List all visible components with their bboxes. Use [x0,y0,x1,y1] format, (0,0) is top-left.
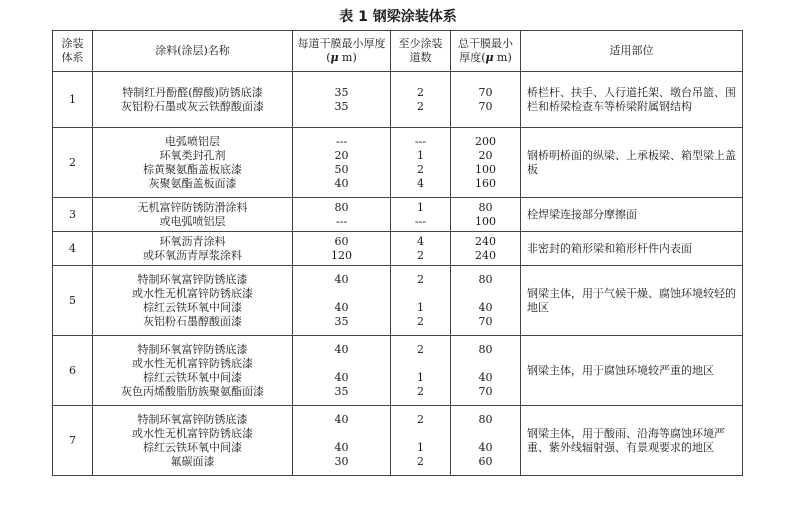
cell-coats [391,266,451,336]
header-system: 涂装体系 [53,31,93,72]
application-text: 非密封的箱形梁和箱形杆件内表面 [527,241,692,255]
cell-coats-line: --- [414,214,427,228]
cell-dft [293,336,391,406]
cell-coating-line: 氟碳面漆 [170,454,215,468]
cell-coating [93,336,293,406]
cell-system: 7 [53,406,93,476]
cell-dft-line: 40 [334,342,349,356]
cell-coats-line: 2 [417,384,424,398]
cell-coats-line: 2 [417,272,424,286]
cell-coats-line: 2 [417,99,424,113]
application-text: 钢梁主体，用于腐蚀环境较严重的地区 [527,363,714,377]
cell-total-line: 200 [475,134,496,148]
cell-coating-line: 灰色丙烯酸脂肪族聚氨酯面漆 [121,384,264,398]
cell-coating-line: 特制环氧富锌防锈底漆 [137,272,248,286]
table-row [53,232,743,266]
cell-dft-line [297,287,386,301]
cell-coats-line: 2 [417,85,424,99]
cell-coating-line: 或水性无机富锌防锈底漆 [132,356,253,370]
cell-total-line: 80 [478,412,493,426]
cell-dft-line: 120 [331,248,352,262]
cell-total-line: 40 [478,440,493,454]
table-row [53,128,743,198]
cell-dft-line: 40 [334,176,349,190]
cell-dft [293,232,391,266]
cell-coats-line: 2 [417,162,424,176]
application-text: 钢梁主体，用于气候干燥、腐蚀环境较轻的地区 [527,286,736,314]
header-dft: 每道干膜最小厚度(μ m) [293,31,391,72]
cell-coating-line: 或水性无机富锌防锈底漆 [132,426,253,440]
cell-dft [293,72,391,128]
cell-coating-line: 或水性无机富锌防锈底漆 [132,286,253,300]
cell-system: 3 [53,198,93,232]
cell-coats-line: 1 [417,370,424,384]
cell-dft-line: 35 [334,314,349,328]
cell-dft-line: 40 [334,300,349,314]
cell-coats-line: 1 [417,148,424,162]
cell-coats-line: 4 [417,176,424,190]
cell-coats-line [395,427,446,441]
cell-dft-line: 40 [334,370,349,384]
cell-coating-line: 无机富锌防锈防滑涂料 [137,200,248,214]
cell-application [521,232,743,266]
cell-total-line [455,427,516,441]
cell-total-line: 100 [475,214,496,228]
cell-coats [391,232,451,266]
cell-coating-line: 棕红云铁环氧中间漆 [143,300,242,314]
cell-total [451,232,521,266]
cell-coating-line: 棕红云铁环氧中间漆 [143,370,242,384]
cell-total-line: 70 [478,99,493,113]
cell-total-line: 40 [478,300,493,314]
cell-total [451,128,521,198]
cell-coating-line: 棕黄聚氨酯盖板底漆 [143,162,242,176]
cell-coating [93,232,293,266]
cell-dft [293,406,391,476]
cell-dft-line: 40 [334,440,349,454]
cell-dft-line: 80 [334,200,349,214]
header-total: 总干膜最小厚度(μ m) [451,31,521,72]
cell-coats [391,198,451,232]
cell-coating-line: 灰铝粉石墨或灰云铁醇酸面漆 [121,99,264,113]
cell-dft-line: 60 [334,234,349,248]
cell-coats-line: 1 [417,300,424,314]
cell-coating-line: 环氧类封孔剂 [159,148,226,162]
cell-application [521,266,743,336]
cell-application [521,336,743,406]
cell-coating [93,72,293,128]
cell-total-line: 240 [475,234,496,248]
cell-system: 4 [53,232,93,266]
cell-coats-line: 2 [417,454,424,468]
cell-total-line: 40 [478,370,493,384]
cell-total [451,336,521,406]
cell-coating-line: 特制红丹酚醛(醇酸)防锈底漆 [122,85,263,99]
header-coating: 涂料(涂层)名称 [93,31,293,72]
cell-coats-line: 2 [417,412,424,426]
cell-coating-line: 灰聚氨酯盖板面漆 [148,176,237,190]
cell-coats-line: 1 [417,200,424,214]
cell-coating [93,406,293,476]
header-coats: 至少涂装道数 [391,31,451,72]
cell-total [451,406,521,476]
cell-application [521,72,743,128]
application-text: 桥栏杆、扶手、人行道托架、墩台吊篮、围栏和桥梁检查车等桥梁附属钢结构 [527,85,736,113]
cell-coats [391,406,451,476]
cell-coating [93,128,293,198]
cell-system: 1 [53,72,93,128]
cell-total-line: 70 [478,384,493,398]
cell-coating-line: 环氧沥青涂料 [159,234,226,248]
cell-total-line: 160 [475,176,496,190]
cell-coats-line: 1 [417,440,424,454]
table-caption: 表 1 钢梁涂装体系 [339,9,457,25]
cell-coats-line [395,357,446,371]
cell-coating [93,266,293,336]
cell-dft [293,266,391,336]
cell-dft-line: 35 [334,99,349,113]
cell-coats-line: --- [414,134,427,148]
cell-total-line: 60 [478,454,493,468]
cell-coating-line: 或电弧喷铝层 [159,214,226,228]
cell-dft-line: 30 [334,454,349,468]
table-row [53,198,743,232]
cell-coating-line: 特制环氧富锌防锈底漆 [137,342,248,356]
cell-total-line: 80 [478,272,493,286]
cell-total-line: 70 [478,85,493,99]
cell-coats [391,336,451,406]
application-text: 钢梁主体，用于酸雨、沿海等腐蚀环境严重、紫外线辐射强、有景观要求的地区 [527,426,725,454]
cell-coats [391,72,451,128]
cell-coating-line: 电弧喷铝层 [165,134,220,148]
cell-dft [293,198,391,232]
cell-coating-line: 或环氧沥青厚浆涂料 [143,248,242,262]
cell-dft-line [297,427,386,441]
cell-dft-line: 20 [334,148,349,162]
cell-total [451,266,521,336]
cell-coats-line: 2 [417,342,424,356]
cell-total-line: 240 [475,248,496,262]
cell-dft-line: 35 [334,384,349,398]
cell-coats-line [395,287,446,301]
application-text: 钢桥明桥面的纵梁、上承板梁、箱型梁上盖板 [527,148,736,176]
cell-coats-line: 4 [417,234,424,248]
table-row [53,336,743,406]
cell-coats [391,128,451,198]
cell-coating-line: 特制环氧富锌防锈底漆 [137,412,248,426]
cell-total [451,198,521,232]
table-row [53,72,743,128]
cell-total-line: 80 [478,200,493,214]
cell-coating-line: 灰铝粉石墨醇酸面漆 [143,314,242,328]
cell-system: 5 [53,266,93,336]
table-header-row [53,31,743,72]
cell-dft-line: 50 [334,162,349,176]
cell-dft-line: 40 [334,412,349,426]
cell-dft-line: --- [335,214,348,228]
cell-dft-line: 40 [334,272,349,286]
cell-coats-line: 2 [417,248,424,262]
cell-application [521,406,743,476]
cell-total-line: 20 [478,148,493,162]
cell-dft-line [297,357,386,371]
cell-total-line [455,357,516,371]
table-row [53,406,743,476]
cell-system: 6 [53,336,93,406]
coating-system-table [52,30,743,476]
cell-application [521,128,743,198]
cell-application [521,198,743,232]
cell-total-line: 100 [475,162,496,176]
table-row [53,266,743,336]
cell-total [451,72,521,128]
application-text: 栓焊梁连接部分摩擦面 [527,207,637,221]
cell-dft [293,128,391,198]
cell-coating-line: 棕红云铁环氧中间漆 [143,440,242,454]
header-application: 适用部位 [521,31,743,72]
cell-dft-line: 35 [334,85,349,99]
cell-system: 2 [53,128,93,198]
cell-total-line: 80 [478,342,493,356]
cell-coats-line: 2 [417,314,424,328]
cell-coating [93,198,293,232]
cell-total-line [455,287,516,301]
cell-total-line: 70 [478,314,493,328]
cell-dft-line: --- [335,134,348,148]
